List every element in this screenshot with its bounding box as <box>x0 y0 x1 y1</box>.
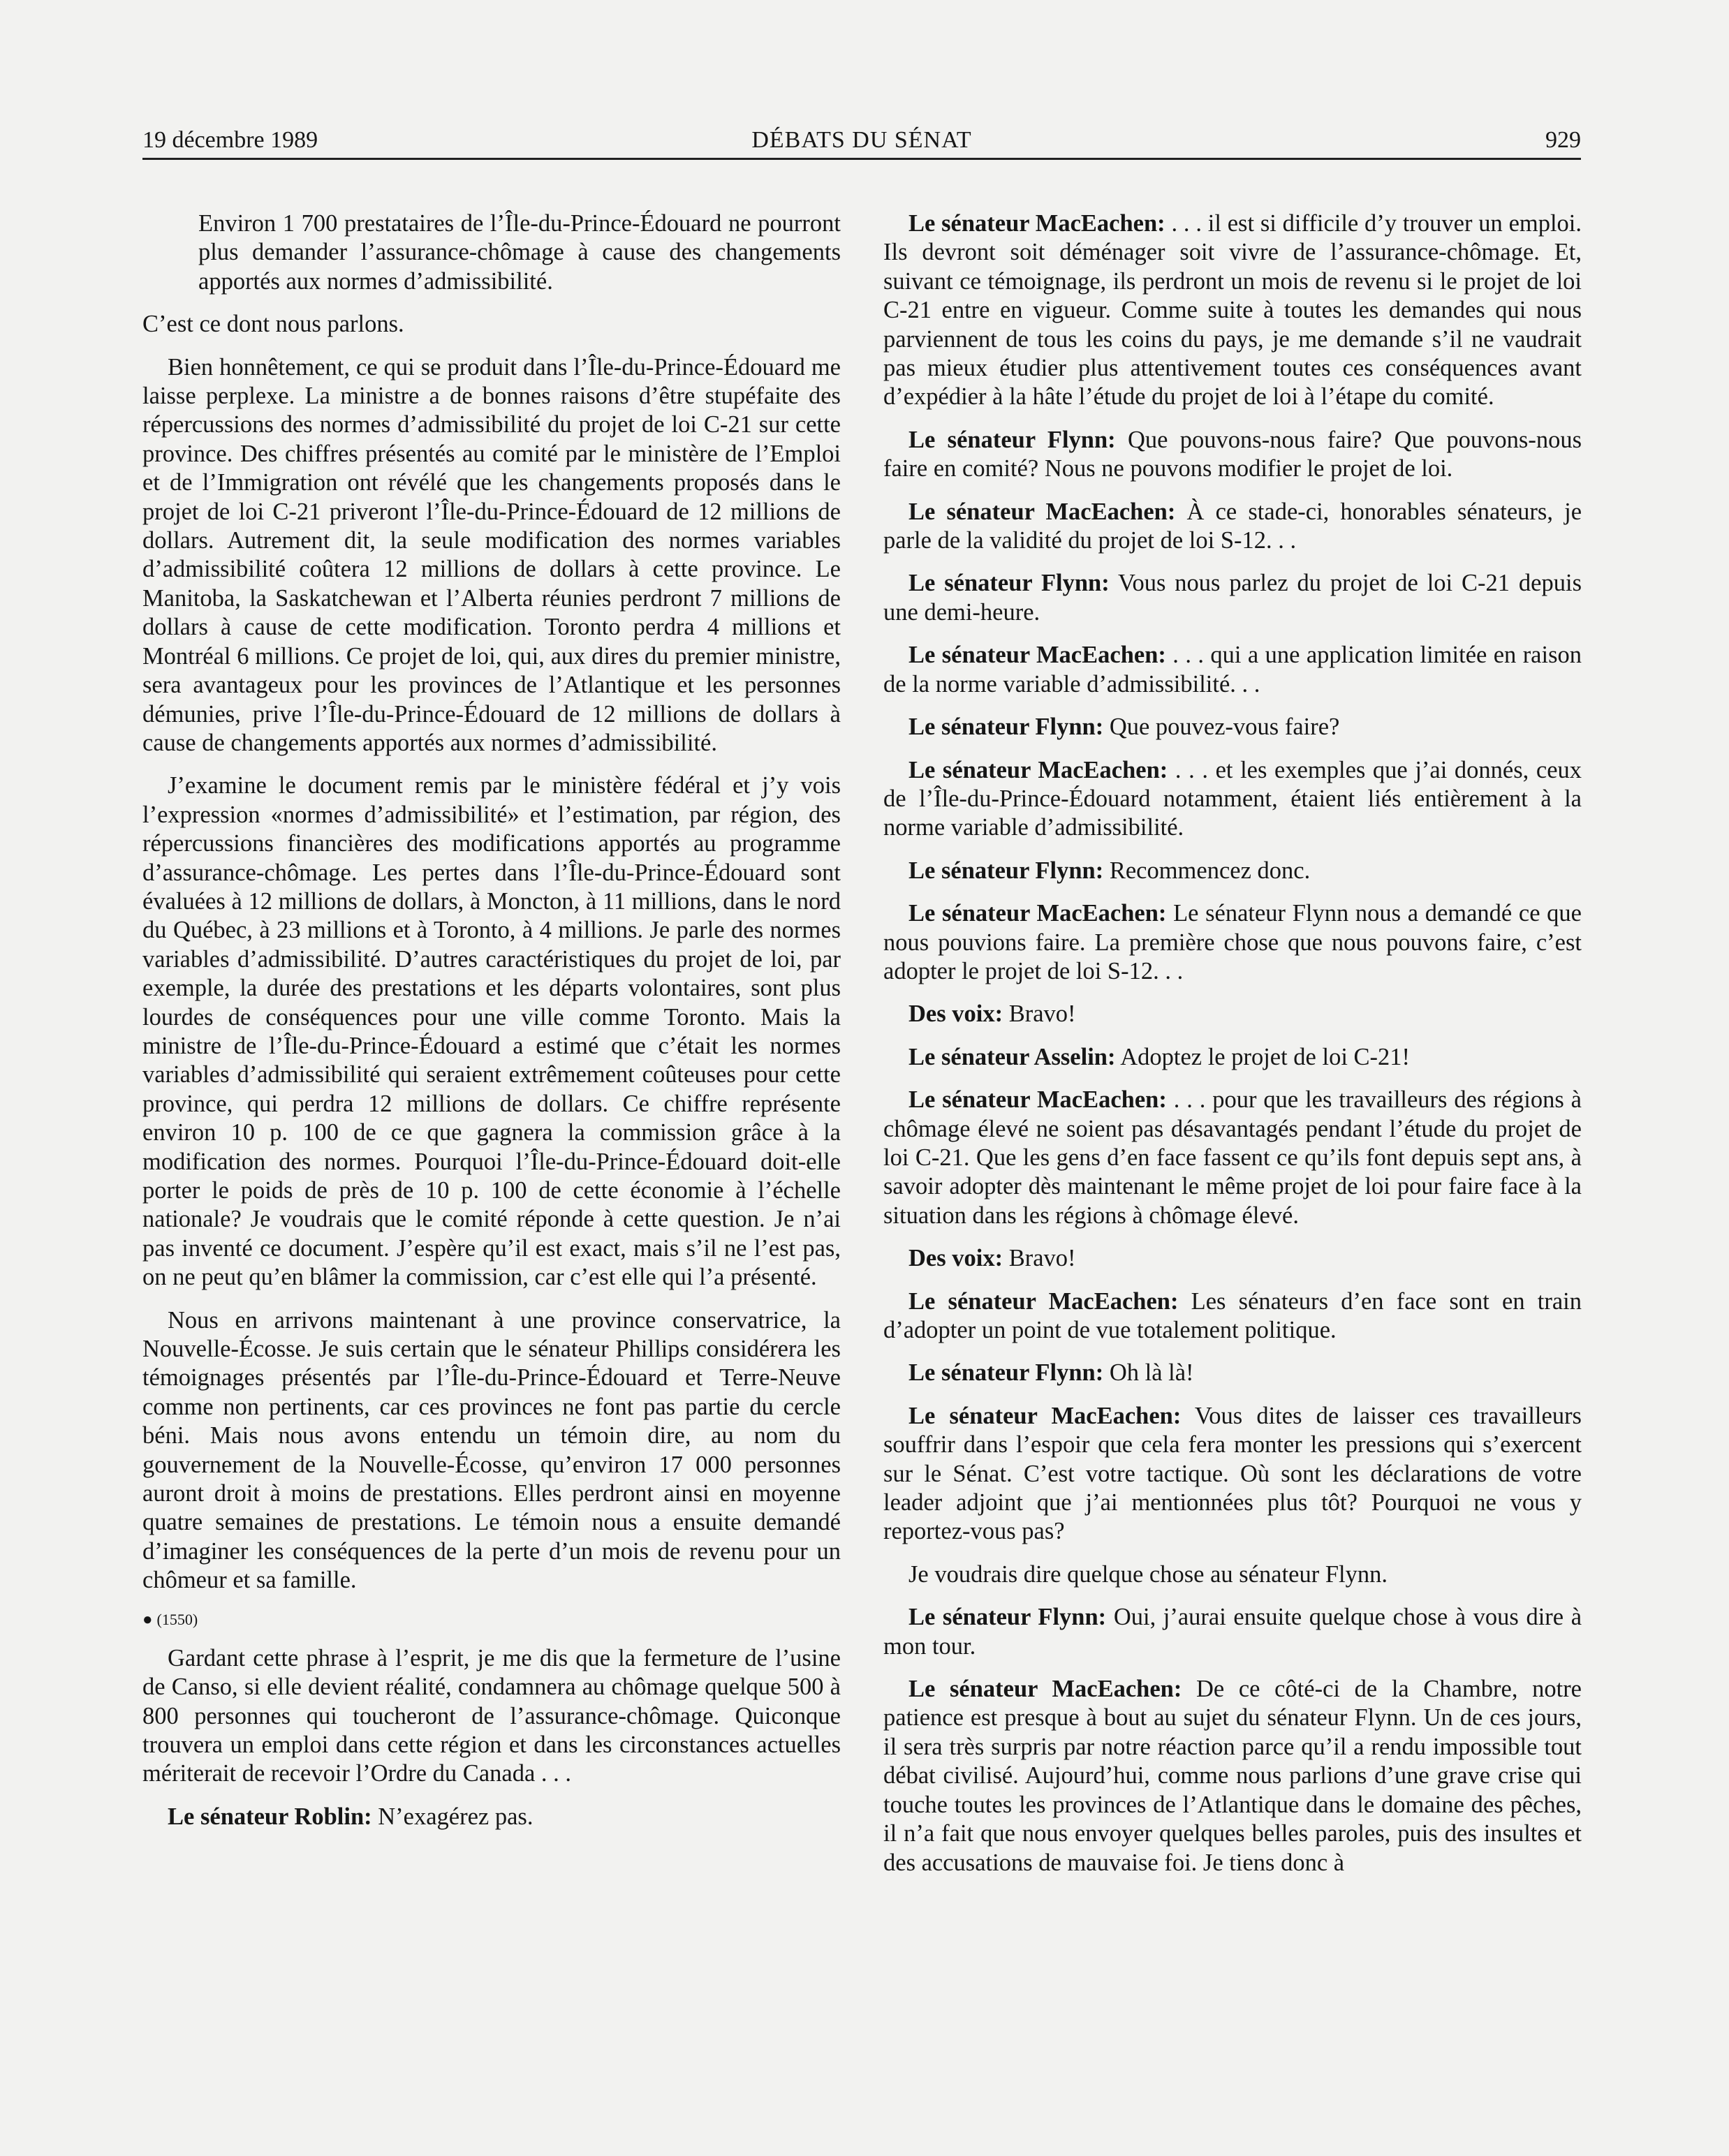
speaker-name: Le sénateur MacEachen: <box>908 642 1166 669</box>
right-column <box>883 209 1582 1891</box>
quoted-paragraph <box>198 209 841 296</box>
speech-text: . . . pour que les travailleurs des régions à chômage élevé ne soient pas désavantagés pendant l’étude du projet de loi C-21. Que les gens d’en face fassent ce qu’ils font depuis sept ans, à savoir adopter dès maintenant le même projet de loi pour faire face à la situation dans les régions à chômage élevé. <box>883 1086 1582 1229</box>
speech <box>883 1359 1582 1387</box>
speech-text: Les sénateurs d’en face sont en train d’adopter un point de vue totalement politique. <box>883 1287 1582 1343</box>
speech-text: Le sénateur Flynn nous a demandé ce que nous pouvions faire. La première chose que nous pouvons faire, c’est adopter le projet de loi S-12. . . <box>883 900 1582 984</box>
speech-text: Bravo! <box>1008 1001 1076 1028</box>
speaker-name: Le sénateur Asselin: <box>908 1043 1116 1070</box>
speaker-name: Le sénateur MacEachen: <box>908 1287 1179 1315</box>
speaker-name: Le sénateur MacEachen: <box>908 1086 1167 1114</box>
speech-text: Que pouvez-vous faire? <box>1109 714 1340 741</box>
paragraph-text: Environ 1 700 prestataires de l’Île-du-Prince-Édouard ne pourront plus demander l’assurance-chômage à cause des changements apportés aux normes d’admissibilité. <box>198 210 841 295</box>
time-marker <box>142 1609 841 1630</box>
speech <box>883 426 1582 484</box>
speech <box>883 1086 1582 1230</box>
speech <box>883 1675 1582 1877</box>
speech <box>883 857 1582 885</box>
speech-text: Oh là là! <box>1109 1359 1194 1387</box>
paragraph-text: Nous en arrivons maintenant à une province conservatrice, la Nouvelle-Écosse. Je suis certain que le sénateur Phillips considérera les témoignages présentés par l’Île-du-Prince-Édouard et Terre-Neuve comme non pertinents, car ces provinces ne font pas partie du cercle béni. Mais nous avons entendu un témoin dire, au nom du gouvernement de la Nouvelle-Écosse, qu’environ 17 000 personnes auront droit à moins de prestations. Elles perdront ainsi en moyenne quatre semaines de prestations. Le témoin nous a ensuite demandé d’imaginer les conséquences de la perte d’un mois de revenu pour un chômeur et sa famille. <box>142 1306 841 1594</box>
speech-text: . . . et les exemples que j’ai donnés, ceux de l’Île-du-Prince-Édouard notamment, étaient liés entièrement à la norme variable d’admissibilité. <box>883 756 1582 841</box>
speaker-name: Des voix: <box>908 1001 1003 1028</box>
speech <box>883 756 1582 843</box>
speaker-name: Le sénateur Flynn: <box>908 570 1110 597</box>
header-title: DÉBATS DU SÉNAT <box>751 127 972 153</box>
speech <box>883 1603 1582 1661</box>
speech <box>883 713 1582 741</box>
paragraph <box>883 1560 1582 1589</box>
speech <box>883 641 1582 699</box>
paragraph <box>142 1306 841 1595</box>
speaker-name: Des voix: <box>908 1245 1003 1272</box>
speech-text: Vous dites de laisser ces travailleurs souffrir dans l’espoir que cela fera monter les pressions qui s’exercent sur le Sénat. C’est votre tactique. Où sont les déclarations de votre leader adjoint que j’ai mentionnées plus tôt? Pourquoi ne vous y reportez-vous pas? <box>883 1402 1582 1545</box>
speech-text: Vous nous parlez du projet de loi C-21 depuis une demi-heure. <box>883 570 1582 626</box>
speech <box>883 569 1582 627</box>
speech <box>883 1244 1582 1273</box>
speech <box>883 498 1582 556</box>
speech <box>883 1043 1582 1072</box>
speech-text: De ce côté-ci de la Chambre, notre patience est presque à bout au sujet du sénateur Flynn. Un de ces jours, il sera très surpris par notre réaction parce qu’il a rendu impossible tout débat civilisé. Aujourd’hui, comme nous parlions d’une grave crise qui touche toutes les provinces de l’Atlantique dans le domaine des pêches, il n’a fait que nous envoyer quelques belles paroles, puis des insultes et des accusations de mauvaise foi. Je tiens donc à <box>883 1676 1582 1876</box>
speech-text: . . . qui a une application limitée en raison de la norme variable d’admissibilité. . . <box>883 642 1582 697</box>
speaker-name: Le sénateur Flynn: <box>908 1359 1104 1387</box>
speech-text: . . . il est si difficile d’y trouver un emploi. Ils devront soit déménager soit vivre de l’assurance-chômage. Et, suivant ce témoignage, ils perdront un mois de revenu si le projet de loi C-21 entre en vigueur. Comme suite à toutes les demandes qui nous parviennent de tous les coins du pays, je me demande s’il ne vaudrait pas mieux étudier plus attentivement toutes ces conséquences avant d’expédier à la hâte l’étude du projet de loi à l’étape du comité. <box>883 210 1582 411</box>
header-date: 19 décembre 1989 <box>142 127 318 153</box>
paragraph-text: Gardant cette phrase à l’esprit, je me dis que la fermeture de l’usine de Canso, si elle devient réalité, condamnera au chômage quelque 500 à 800 personnes qui toucheront de l’assurance-chômage. Quiconque trouvera un emploi dans cette région et dans les circonstances actuelles mériterait de recevoir l’Ordre du Canada . . . <box>142 1644 841 1787</box>
speaker-name: Le sénateur MacEachen: <box>908 498 1176 525</box>
speech-text: Oui, j’aurai ensuite quelque chose à vous dire à mon tour. <box>883 1604 1582 1660</box>
left-column <box>142 209 841 1845</box>
speech <box>142 1803 841 1831</box>
speaker-name: Le sénateur MacEachen: <box>908 900 1167 927</box>
page-header <box>142 123 1581 160</box>
paragraph <box>142 310 841 339</box>
speech-text: Que pouvons-nous faire? Que pouvons-nous faire en comité? Nous ne pouvons modifier le projet de loi. <box>883 426 1582 482</box>
speaker-name: Le sénateur MacEachen: <box>908 756 1168 783</box>
speech <box>883 899 1582 986</box>
time-marker-text: (1550) <box>156 1610 198 1628</box>
paragraph <box>142 771 841 1292</box>
speech-text: À ce stade-ci, honorables sénateurs, je parle de la validité du projet de loi S-12. . . <box>883 498 1582 554</box>
speech <box>883 1402 1582 1546</box>
paragraph-text: J’examine le document remis par le ministère fédéral et j’y vois l’expression «normes d’admissibilité» et l’estimation, par région, des répercussions financières des modifications apportés au programme d’assurance-chômage. Les pertes dans l’Île-du-Prince-Édouard sont évaluées à 12 millions de dollars, à Moncton, à 11 millions, dans le nord du Québec, à 23 millions et à Toronto, à 4 millions. Je parle des normes variables d’admissibilité. D’autres caractéristiques du projet de loi, par exemple, la durée des prestations et les départs volontaires, sont plus lourdes de conséquences pour une ville comme Toronto. Mais la ministre de l’Île-du-Prince-Édouard a estimé que c’était les normes variables d’admissibilité qui seraient extrêmement coûteuses pour cette province, qui perdra 12 millions de dollars. Ce chiffre représente environ 10 p. 100 de ce que gagnera la commission grâce à la modification des normes. Pourquoi l’Île-du-Prince-Édouard doit-elle porter le poids de près de 10 p. 100 de cette économie à l’échelle nationale? Je voudrais que le comité réponde à cette question. Je n’ai pas inventé ce document. J’espère qu’il est exact, mais s’il ne l’est pas, on ne peut qu’en blâmer la commission, car c’est elle qui l’a présenté. <box>142 772 841 1291</box>
speaker-name: Le sénateur Flynn: <box>908 426 1116 453</box>
speech-text: Recommencez donc. <box>1109 857 1311 884</box>
page-number: 929 <box>1545 127 1581 153</box>
speaker-name: Le sénateur Flynn: <box>908 714 1104 741</box>
paragraph-text: Bien honnêtement, ce qui se produit dans l’Île-du-Prince-Édouard me laisse perplexe. La ministre a de bonnes raisons d’être stupéfaite des répercussions des normes d’admissibilité du projet de loi C-21 sur cette province. Des chiffres présentés au comité par le ministère de l’Emploi et de l’Immigration ont révélé que les changements proposés dans le projet de loi C-21 priveront l’Île-du-Prince-Édouard de 12 millions de dollars. Autrement dit, la seule modification des normes variables d’admissibilité coûtera 12 millions de dollars à cette province. Le Manitoba, la Saskatchewan et l’Alberta réunies perdront 7 millions de dollars à cause de cette modification. Toronto perdra 4 millions et Montréal 6 millions. Ce projet de loi, qui, aux dires du premier ministre, sera avantageux pour les provinces de l’Atlantique et les personnes démunies, prive l’Île-du-Prince-Édouard de 12 millions de dollars à cause de changements apportés aux normes d’admissibilité. <box>142 353 841 756</box>
speaker-name: Le sénateur MacEachen: <box>908 1676 1182 1703</box>
speech-text: Bravo! <box>1008 1245 1076 1272</box>
speech <box>883 1000 1582 1028</box>
paragraph-text: C’est ce dont nous parlons. <box>142 311 404 338</box>
speech-text: Adoptez le projet de loi C-21! <box>1120 1043 1411 1070</box>
paragraph <box>142 1644 841 1789</box>
speech <box>883 1287 1582 1345</box>
bullet-icon: ● <box>142 1610 153 1629</box>
speaker-name: Le sénateur MacEachen: <box>908 210 1165 237</box>
speaker-name: Le sénateur Roblin: <box>168 1803 372 1830</box>
speech <box>883 209 1582 412</box>
paragraph <box>142 353 841 758</box>
speaker-name: Le sénateur Flynn: <box>908 1604 1107 1631</box>
paragraph-text: Je voudrais dire quelque chose au sénateur Flynn. <box>908 1560 1388 1588</box>
speaker-name: Le sénateur MacEachen: <box>908 1402 1182 1429</box>
speaker-name: Le sénateur Flynn: <box>908 857 1104 884</box>
speech-text: N’exagérez pas. <box>378 1803 534 1830</box>
